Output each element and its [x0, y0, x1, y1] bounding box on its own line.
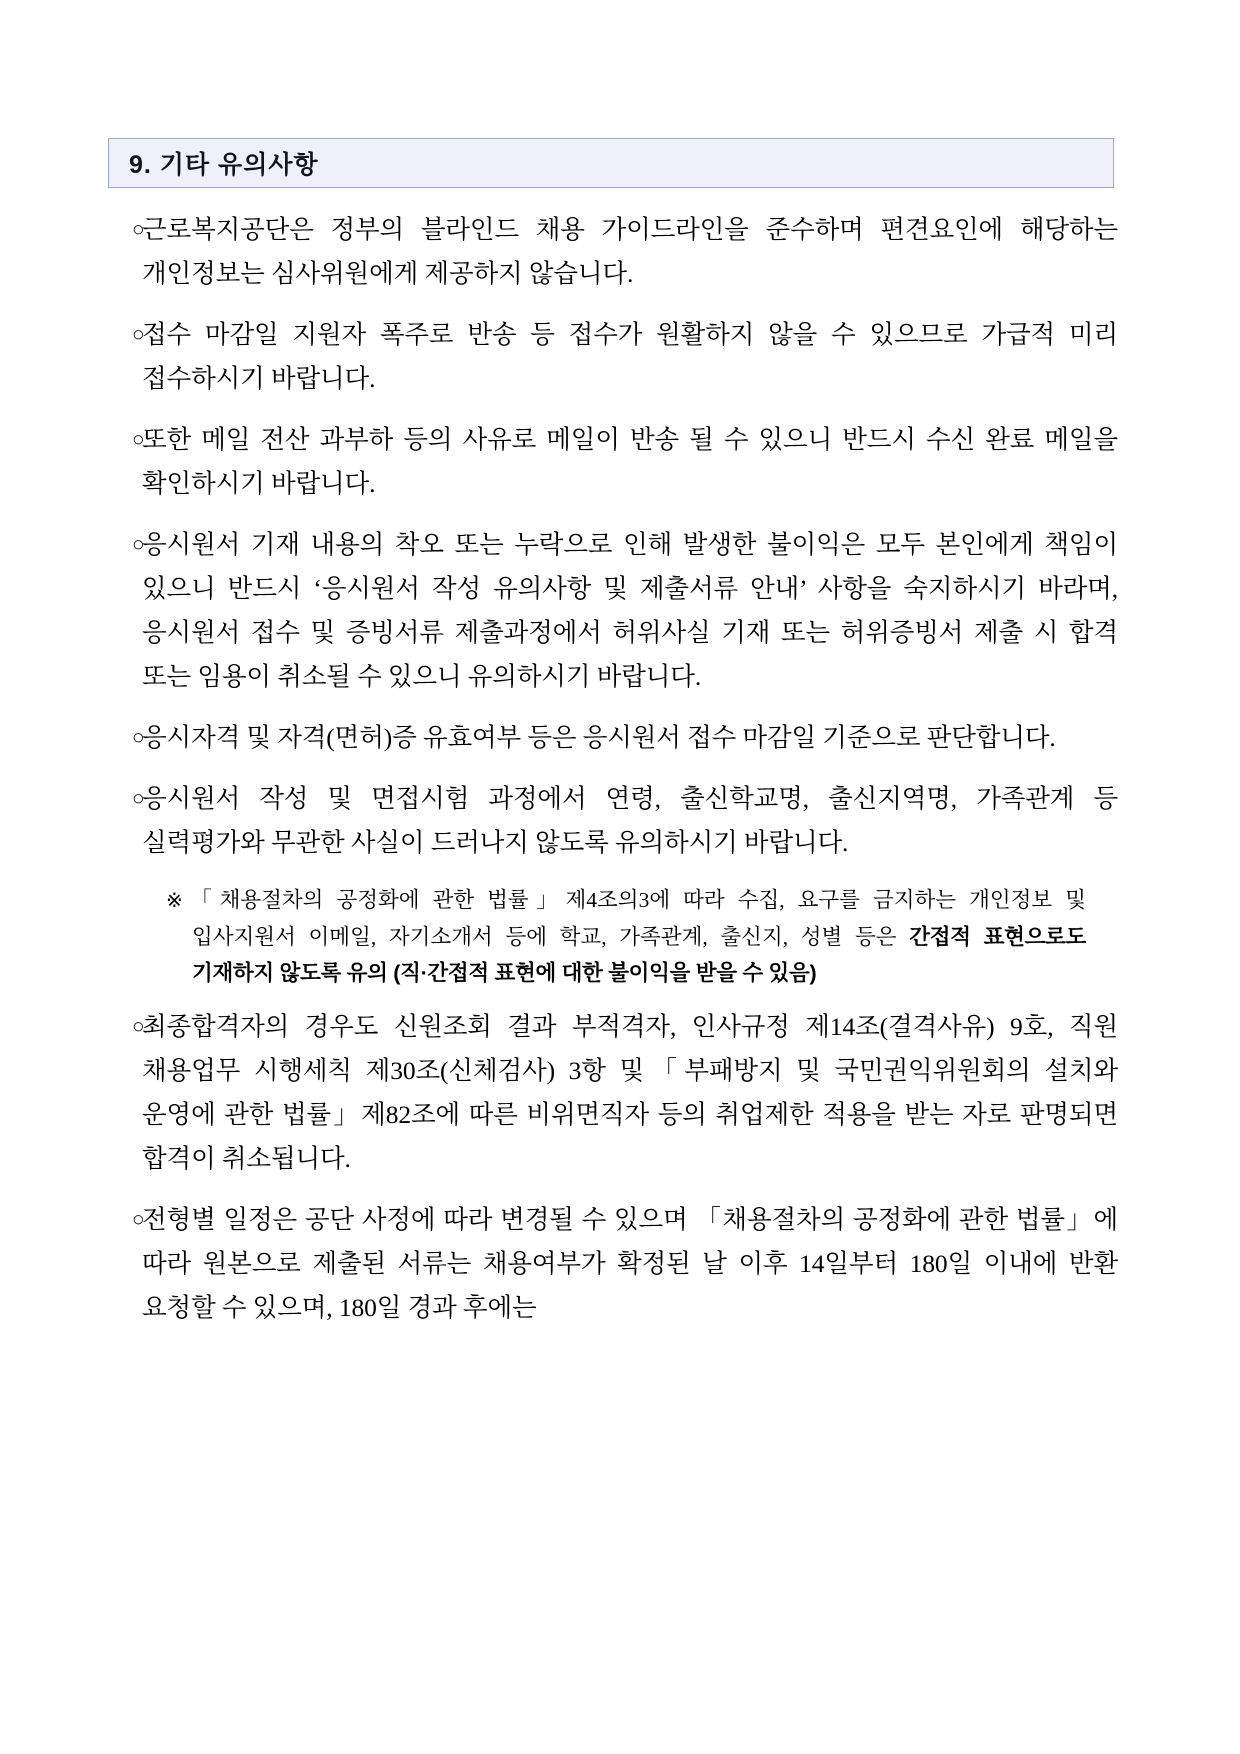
- list-item: [108, 716, 1118, 760]
- list-item-text: 최종합격자의 경우도 신원조회 결과 부적격자, 인사규정 제14조(결격사유) 9호, 직원 채용업무 시행세칙 제30조(신체검사) 3항 및「부패방지 및 국민권익위원회의 설치와 운영에 관한 법률」제82조에 따른 비위면직자 등의 취업제한 적용을 받는 자로 판명되면 합격이 취소됩니다.: [142, 1012, 1118, 1173]
- list-item-text: 전형별 일정은 공단 사정에 따라 변경될 수 있으며 「채용절차의 공정화에 관한 법률」에 따라 원본으로 제출된 서류는 채용여부가 확정된 날 이후 14일부터 180일 이내에 반환 요청할 수 있으며, 180일 경과 후에는: [142, 1205, 1118, 1322]
- note-text-bold: 간접적 표현으로도 기재하지 않도록 유의 (직·간접적 표현에 대한 불이익을 받을 수 있음): [192, 925, 1086, 985]
- list-item-text: 근로복지공단은 정부의 블라인드 채용 가이드라인을 준수하며 편견요인에 해당하는 개인정보는 심사위원에게 제공하지 않습니다.: [142, 215, 1118, 288]
- list-item: [108, 777, 1118, 865]
- list-item: [108, 523, 1118, 699]
- list-item: [108, 1005, 1118, 1181]
- bullet-icon: ○: [132, 533, 145, 556]
- bullet-icon: ○: [132, 726, 145, 749]
- section-header: [108, 138, 1114, 188]
- note-text: 「채용절차의 공정화에 관한 법률」제4조의3에 따라 수집, 요구를 금지하는 개인정보 및 입사지원서 이메일, 자기소개서 등에 학교, 가족관계, 출신지, 성별 등은: [190, 888, 1086, 949]
- notice-list: [108, 208, 1118, 1347]
- list-item-text: 응시원서 작성 및 면접시험 과정에서 연령, 출신학교명, 출신지역명, 가족관계 등 실력평가와 무관한 사실이 드러나지 않도록 유의하시기 바랍니다.: [142, 784, 1118, 857]
- list-item: [108, 208, 1118, 296]
- list-item-text: 응시자격 및 자격(면허)증 유효여부 등은 응시원서 접수 마감일 기준으로 판단합니다.: [142, 723, 1056, 752]
- list-item-text: 접수 마감일 지원자 폭주로 반송 등 접수가 원활하지 않을 수 있으므로 가급적 미리 접수하시기 바랍니다.: [142, 320, 1118, 393]
- bullet-icon: ○: [132, 218, 145, 241]
- bullet-icon: ○: [132, 1015, 145, 1038]
- bullet-icon: ○: [132, 787, 145, 810]
- page-title: 9. 기타 유의사항: [129, 151, 319, 179]
- list-item: [108, 418, 1118, 506]
- list-item: [108, 1198, 1118, 1330]
- bullet-icon: ○: [132, 428, 145, 451]
- list-item: [108, 313, 1118, 401]
- list-item-text: 응시원서 기재 내용의 착오 또는 누락으로 인해 발생한 불이익은 모두 본인에게 책임이 있으니 반드시 ‘응시원서 작성 유의사항 및 제출서류 안내’ 사항을 숙지하시기 바라며, 응시원서 접수 및 증빙서류 제출과정에서 허위사실 기재 또는 허위증빙서 제출 시 합격 또는 임용이 취소될 수 있으니 유의하시기 바랍니다.: [142, 530, 1118, 691]
- bullet-icon: ○: [132, 1208, 145, 1231]
- bullet-icon: ○: [132, 323, 145, 346]
- list-item-text: 또한 메일 전산 과부하 등의 사유로 메일이 반송 될 수 있으니 반드시 수신 완료 메일을 확인하시기 바랍니다.: [142, 425, 1118, 498]
- sub-note: [166, 882, 1086, 991]
- note-marker-icon: ※: [166, 890, 191, 912]
